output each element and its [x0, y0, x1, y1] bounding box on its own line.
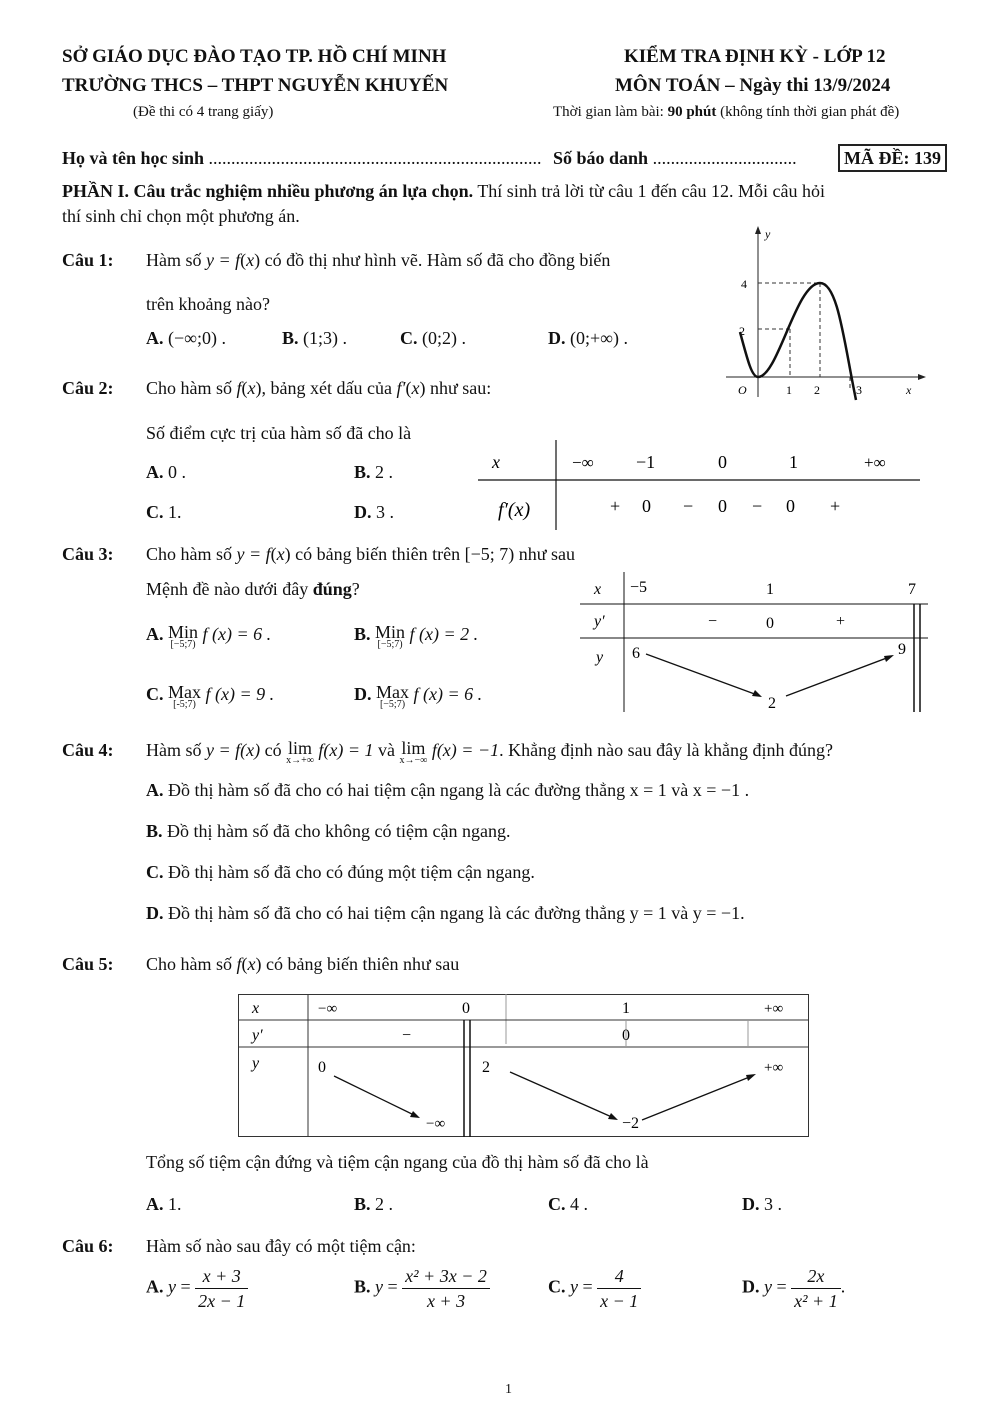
- q1-option-b[interactable]: B. (1;3) .: [282, 328, 348, 348]
- q1-option-a[interactable]: A. (−∞;0) .: [146, 328, 226, 348]
- q2-label: Câu 2:: [62, 378, 114, 398]
- q1-label: Câu 1:: [62, 250, 114, 270]
- q1-option-d[interactable]: D. (0;+∞) .: [548, 328, 628, 348]
- q3-option-c[interactable]: C. Max [-5;7) f (x) = 9 .: [146, 682, 275, 710]
- graph-origin: O: [738, 383, 747, 397]
- q5-x-val-0: −∞: [318, 1001, 338, 1017]
- q2-sign-3: 0: [718, 496, 727, 516]
- part1-instructions-2: thí sinh chỉ chọn một phương án.: [62, 206, 300, 226]
- q2-table-x-label: x: [492, 452, 500, 472]
- q3-option-b[interactable]: B. Min [−5;7) f (x) = 2 .: [354, 622, 479, 650]
- q5-text: Cho hàm số f(x) có bảng biến thiên như sau: [146, 954, 460, 974]
- student-name-field: Họ và tên học sinh ..........................................................................: [62, 148, 542, 168]
- q3-question: Mệnh đề nào dưới đây đúng?: [146, 579, 360, 599]
- q2-x-val-3: 1: [789, 452, 798, 472]
- exam-code-badge: MÃ ĐỀ: 139: [838, 144, 947, 172]
- q5-y-val-1: −∞: [426, 1116, 446, 1132]
- q2-option-a[interactable]: A. 0 .: [146, 462, 186, 482]
- q5-option-c[interactable]: C. 4 .: [548, 1194, 588, 1214]
- q5-yp-sign-0: −: [402, 1027, 412, 1044]
- q2-sign-6: +: [830, 496, 841, 516]
- q2-sign-0: +: [610, 496, 621, 516]
- q5-variation-table: [238, 994, 810, 1138]
- header-right-line3: Thời gian làm bài: 90 phút (không tính thời gian phát đề): [553, 104, 900, 120]
- page-number: 1: [505, 1382, 512, 1397]
- q3-yp-sign-0: −: [708, 613, 718, 630]
- q2-question: Số điểm cực trị của hàm số đã cho là: [146, 423, 412, 443]
- q4-label: Câu 4:: [62, 740, 114, 760]
- q5-y-val-4: +∞: [764, 1060, 784, 1076]
- q5-y-val-0: 0: [318, 1059, 326, 1076]
- q2-option-c[interactable]: C. 1.: [146, 502, 182, 522]
- graph-tick-y2: 2: [739, 324, 745, 338]
- q3-x-val-0: −5: [630, 579, 648, 596]
- q5-option-b[interactable]: B. 2 .: [354, 1194, 394, 1214]
- q2-x-val-1: −1: [636, 452, 656, 472]
- q4-text: Hàm số y = f(x) có lim x→+∞ f(x) = 1 và lim x→−∞ f(x) = −1. Khẳng định nào sau đây là khẳng định đúng?: [146, 738, 834, 766]
- q2-sign-1: 0: [642, 496, 651, 516]
- q2-option-d[interactable]: D. 3 .: [354, 502, 394, 522]
- q5-y-val-3: −2: [622, 1115, 640, 1132]
- graph-tick-x1: 1: [786, 383, 792, 397]
- q5-x-val-1: 0: [462, 1000, 470, 1017]
- student-id-field: Số báo danh ................................: [553, 148, 797, 168]
- header-left-line1: SỞ GIÁO DỤC ĐÀO TẠO TP. HỒ CHÍ MINH: [62, 46, 447, 67]
- q3-table-yp-label: y′: [594, 613, 605, 630]
- graph-curve: [740, 283, 856, 400]
- q2-x-val-0: −∞: [572, 453, 594, 472]
- q1-text2: trên khoảng nào?: [146, 294, 270, 314]
- q6-option-b[interactable]: B. y = $\frac{\text{x² + 3x − 2}}{x + 3}$: [354, 1264, 490, 1313]
- q4-option-b[interactable]: B. Đồ thị hàm số đã cho không có tiệm cận ngang.: [146, 821, 511, 841]
- q2-sign-5: 0: [786, 496, 795, 516]
- q2-text: Cho hàm số f(x), bảng xét dấu của f′(x) như sau:: [146, 378, 492, 398]
- q3-option-a[interactable]: A. Min [−5;7) f (x) = 6 .: [146, 622, 272, 650]
- q5-x-val-2: 1: [622, 1000, 630, 1017]
- part1-instructions: PHẦN I. Câu trắc nghiệm nhiều phương án lựa chọn. Thí sinh trả lời từ câu 1 đến câu 12. Mỗi câu hỏi: [62, 181, 826, 201]
- graph-tick-x3: 3: [856, 383, 862, 397]
- q4-option-c[interactable]: C. Đồ thị hàm số đã cho có đúng một tiệm cận ngang.: [146, 862, 535, 882]
- graph-x-label: x: [906, 383, 912, 397]
- q1-text: Hàm số y = f(x) có đồ thị như hình vẽ. Hàm số đã cho đồng biến: [146, 250, 611, 270]
- q3-table-y-label: y: [596, 649, 604, 666]
- q5-table-x-label: x: [252, 1000, 260, 1017]
- q5-x-val-3: +∞: [764, 1001, 784, 1017]
- q5-yp-sign-1: 0: [622, 1027, 630, 1044]
- q3-table-x-label: x: [594, 581, 602, 598]
- q5-label: Câu 5:: [62, 954, 114, 974]
- q3-text: Cho hàm số y = f(x) có bảng biến thiên trên [−5; 7) như sau: [146, 544, 575, 564]
- q2-sign-table: [478, 440, 928, 532]
- header-right-line2: MÔN TOÁN – Ngày thi 13/9/2024: [615, 75, 891, 96]
- q6-label: Câu 6:: [62, 1236, 114, 1256]
- q3-y-val-0: 6: [632, 645, 640, 662]
- q5-table-yp-label: y′: [252, 1027, 263, 1044]
- q2-x-val-4: +∞: [864, 453, 886, 472]
- q5-table-y-label: y: [252, 1055, 260, 1072]
- q3-x-val-1: 1: [766, 581, 774, 598]
- q5-option-a[interactable]: A. 1.: [146, 1194, 182, 1214]
- q6-option-c[interactable]: C. y = $\frac{4}{x - 1}$: [548, 1264, 641, 1313]
- q5-option-d[interactable]: D. 3 .: [742, 1194, 782, 1214]
- header-right-line1: KIỂM TRA ĐỊNH KỲ - LỚP 12: [624, 46, 886, 67]
- q4-option-a[interactable]: A. Đồ thị hàm số đã cho có hai tiệm cận ngang là các đường thẳng x = 1 và x = −1 .: [146, 780, 750, 800]
- q5-y-val-2: 2: [482, 1059, 490, 1076]
- q1-option-c[interactable]: C. (0;2) .: [400, 328, 466, 348]
- header-left-line2: TRƯỜNG THCS – THPT NGUYỄN KHUYẾN: [62, 75, 449, 96]
- q1-function-graph: [718, 222, 928, 402]
- q2-option-b[interactable]: B. 2 .: [354, 462, 394, 482]
- header-left-line3: (Đề thi có 4 trang giấy): [133, 104, 274, 120]
- q6-option-a[interactable]: A. y = $\frac{x + 3}{2x - 1}$: [146, 1264, 248, 1313]
- q3-variation-table: [580, 572, 930, 714]
- q5-question: Tổng số tiệm cận đứng và tiệm cận ngang của đồ thị hàm số đã cho là: [146, 1152, 649, 1172]
- q2-sign-2: −: [683, 496, 694, 516]
- q2-sign-4: −: [752, 496, 763, 516]
- q4-option-d[interactable]: D. Đồ thị hàm số đã cho có hai tiệm cận ngang là các đường thẳng y = 1 và y = −1.: [146, 903, 745, 923]
- q6-text: Hàm số nào sau đây có một tiệm cận:: [146, 1236, 416, 1256]
- q3-label: Câu 3:: [62, 544, 114, 564]
- q3-yp-sign-1: 0: [766, 615, 774, 632]
- q3-x-val-2: 7: [908, 581, 916, 598]
- q2-x-val-2: 0: [718, 452, 727, 472]
- q3-yp-sign-2: +: [836, 613, 846, 630]
- graph-tick-x2: 2: [814, 383, 820, 397]
- q3-y-val-1: 2: [768, 695, 776, 712]
- graph-y-label: y: [765, 227, 771, 241]
- graph-tick-y4: 4: [741, 277, 747, 291]
- q3-y-val-2: 9: [898, 641, 906, 658]
- q3-option-d[interactable]: D. Max [−5;7) f (x) = 6 .: [354, 682, 483, 710]
- q2-table-fp-label: f′(x): [498, 499, 531, 521]
- q6-option-d[interactable]: D. y = $\frac{2x}{\text{x² + 1}}$ .: [742, 1266, 846, 1311]
